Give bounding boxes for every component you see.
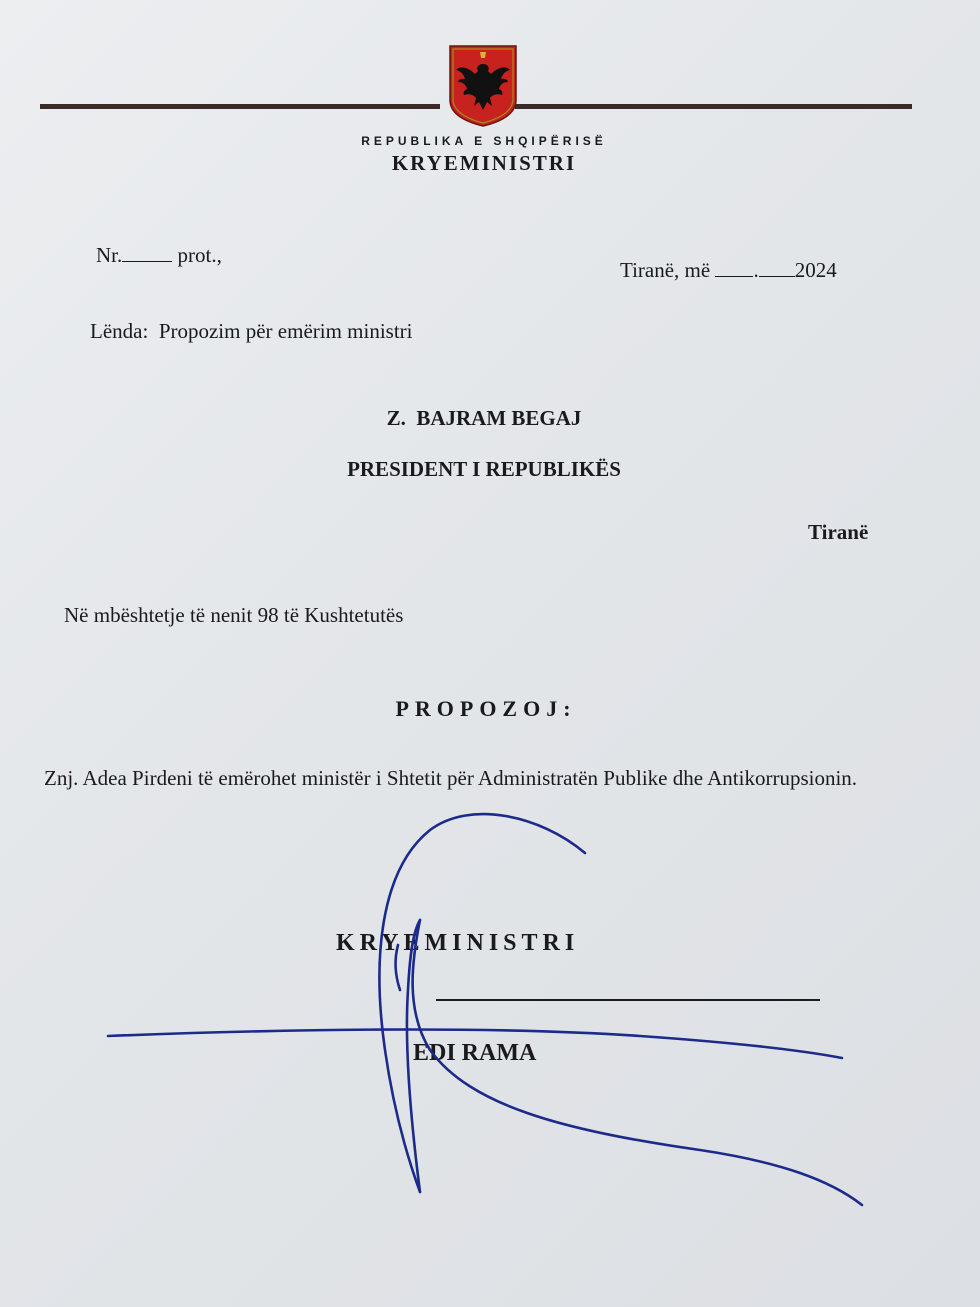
- recipient-title: PRESIDENT I REPUBLIKËS: [347, 457, 621, 481]
- recipient-city: Tiranë: [808, 520, 869, 544]
- signatory-office: KRYEMINISTRI: [336, 930, 580, 956]
- subject-label: Lënda:: [90, 319, 149, 343]
- protocol-number-prefix: Nr.: [96, 243, 123, 267]
- date-day-blank: [715, 255, 753, 277]
- protocol-number: [96, 240, 222, 268]
- date-separator: .: [753, 258, 759, 282]
- subject-text: Propozim për emërim ministri: [158, 319, 413, 343]
- legal-basis: Në mbështetje të nenit 98 të Kushtetutës: [64, 603, 404, 627]
- signature-line: [436, 999, 820, 1001]
- protocol-number-blank: [122, 240, 172, 262]
- subject-line: [90, 319, 413, 344]
- proposal-text: Znj. Adea Pirdeni të emërohet ministër i Shtetit për Administratën Publike dhe Antikorrupsionin.: [44, 766, 858, 790]
- protocol-suffix: prot.,: [177, 243, 222, 267]
- date-year: 2024: [794, 258, 837, 282]
- country-name: REPUBLIKA E SHQIPËRISË: [361, 134, 607, 148]
- coat-of-arms-emblem: [447, 44, 519, 128]
- signatory-name: EDI RAMA: [413, 1040, 537, 1066]
- date-prefix: Tiranë, më: [620, 258, 711, 282]
- office-title: KRYEMINISTRI: [391, 151, 577, 175]
- date-month-blank: [759, 255, 795, 277]
- proposal-heading: PROPOZOJ:: [395, 696, 577, 721]
- header-rule: [40, 104, 912, 110]
- document-date: [620, 255, 837, 283]
- recipient-name: Z. BAJRAM BEGAJ: [386, 406, 582, 430]
